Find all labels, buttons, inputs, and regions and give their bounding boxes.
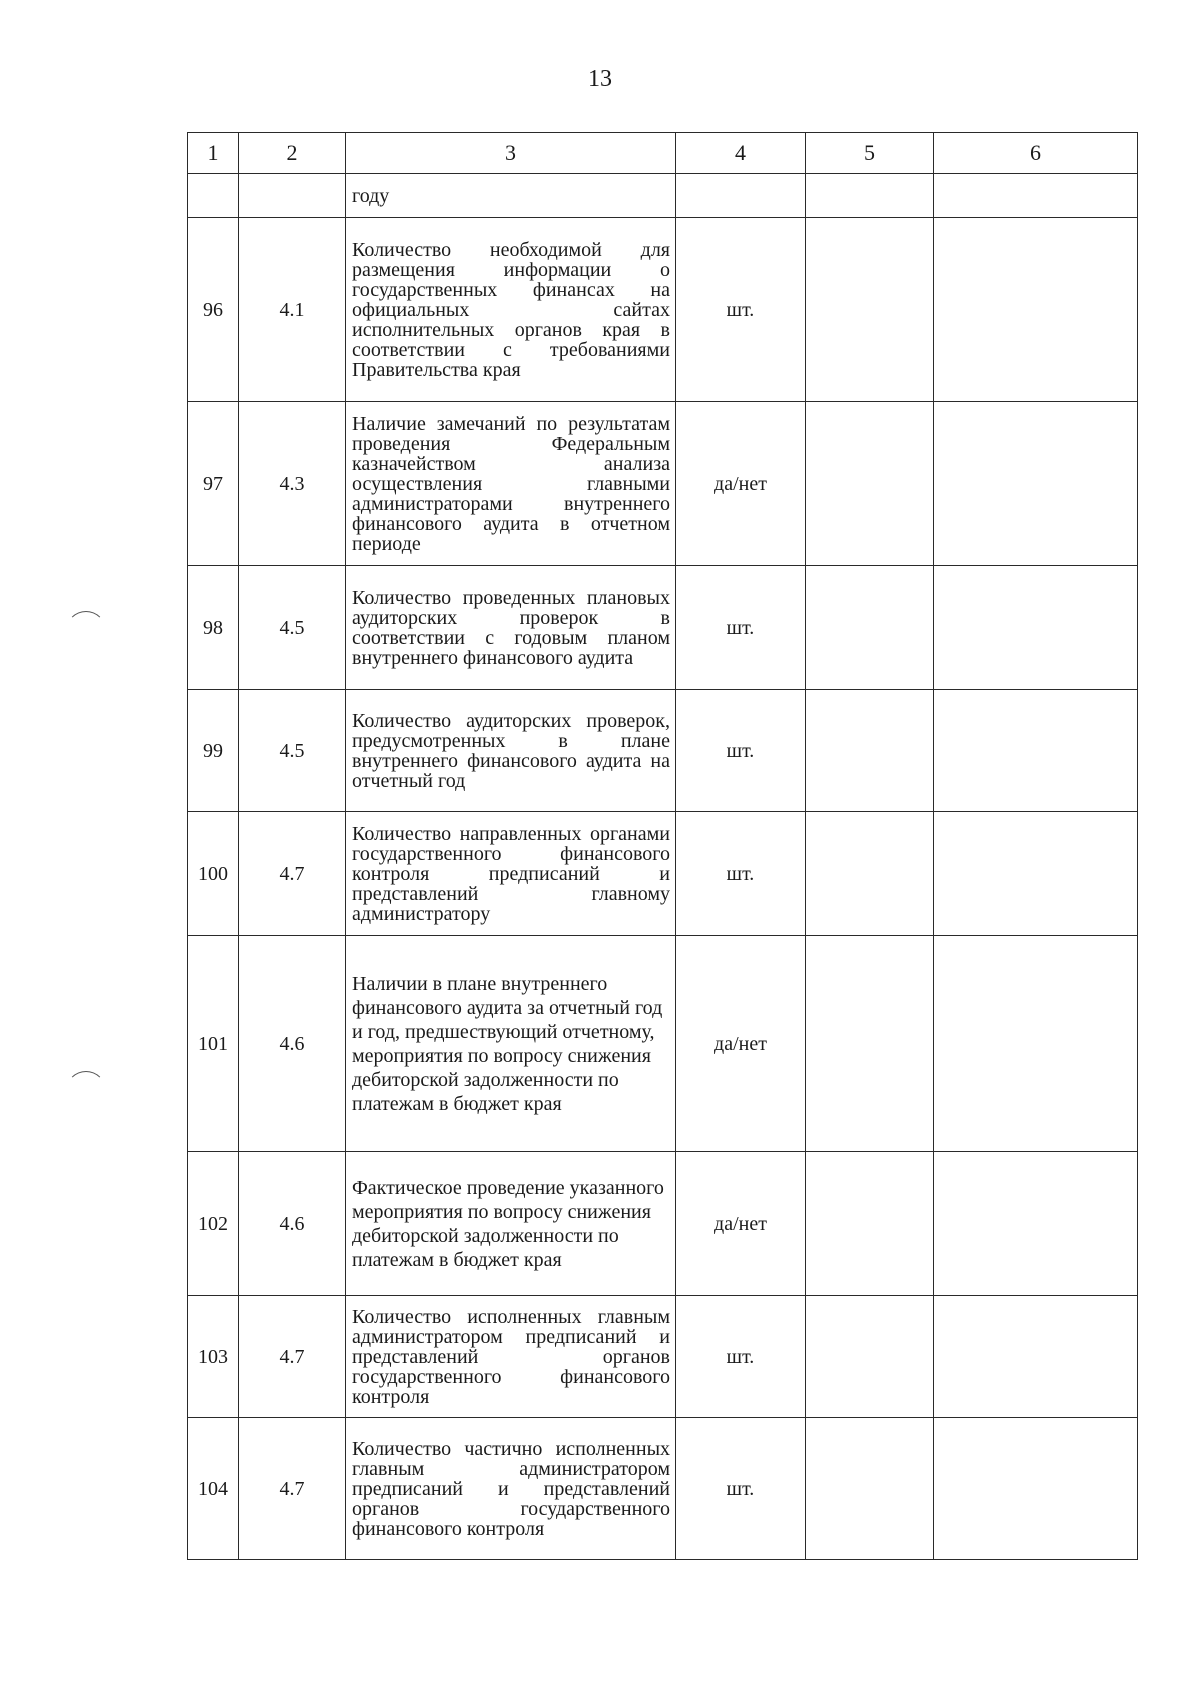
value-cell-col5	[806, 690, 934, 812]
value-cell-col6	[934, 402, 1138, 566]
value-cell-col5	[806, 812, 934, 936]
row-number-cell	[188, 174, 239, 218]
header-cell: 2	[239, 133, 346, 174]
row-number-cell: 102	[188, 1152, 239, 1296]
unit-cell: да/нет	[676, 402, 806, 566]
table-row	[188, 690, 1138, 812]
unit-cell: шт.	[676, 566, 806, 690]
indicator-description-cell: Наличие замечаний по результатам проведения Федеральным казначейством анализа осуществления главными администраторами внутреннего финансового аудита в отчетном периоде	[346, 402, 676, 566]
value-cell-col6	[934, 566, 1138, 690]
table-row	[188, 1418, 1138, 1560]
value-cell-col5	[806, 566, 934, 690]
unit-cell: шт.	[676, 1418, 806, 1560]
indicator-code-cell: 4.5	[239, 690, 346, 812]
table-header-row	[188, 133, 1138, 174]
table-row	[188, 936, 1138, 1152]
value-cell-col6	[934, 690, 1138, 812]
value-cell-col6	[934, 1296, 1138, 1418]
unit-cell: да/нет	[676, 1152, 806, 1296]
row-number-cell: 96	[188, 218, 239, 402]
indicator-description-cell: Количество частично исполненных главным администратором предписаний и представлений органов государственного финансового контроля	[346, 1418, 676, 1560]
unit-cell: шт.	[676, 812, 806, 936]
table-row	[188, 566, 1138, 690]
value-cell-col5	[806, 174, 934, 218]
table-row	[188, 402, 1138, 566]
indicator-description-cell: году	[346, 174, 676, 218]
unit-cell: шт.	[676, 218, 806, 402]
indicator-description-cell: Наличии в плане внутреннего финансового аудита за отчетный год и год, предшествующий отчетному, мероприятия по вопросу снижения дебиторской задолженности по платежам в бюджет края	[346, 936, 676, 1152]
indicator-description-cell: Количество направленных органами государственного финансового контроля предписаний и представлений главному администратору	[346, 812, 676, 936]
row-number-cell: 99	[188, 690, 239, 812]
indicator-code-cell: 4.6	[239, 1152, 346, 1296]
value-cell-col5	[806, 218, 934, 402]
row-number-cell: 101	[188, 936, 239, 1152]
value-cell-col5	[806, 1152, 934, 1296]
indicator-description-cell: Количество проведенных плановых аудиторских проверок в соответствии с годовым планом внутреннего финансового аудита	[346, 566, 676, 690]
indicator-code-cell: 4.7	[239, 1296, 346, 1418]
table-row	[188, 812, 1138, 936]
punch-hole-mark-upper	[66, 611, 106, 650]
row-number-cell: 104	[188, 1418, 239, 1560]
indicator-description-cell: Количество необходимой для размещения информации о государственных финансах на официальных сайтах исполнительных органов края в соответствии с требованиями Правительства края	[346, 218, 676, 402]
row-number-cell: 98	[188, 566, 239, 690]
value-cell-col5	[806, 1296, 934, 1418]
indicator-code-cell	[239, 174, 346, 218]
header-cell: 6	[934, 133, 1138, 174]
indicator-code-cell: 4.3	[239, 402, 346, 566]
indicator-description-cell: Количество аудиторских проверок, предусмотренных в плане внутреннего финансового аудита на отчетный год	[346, 690, 676, 812]
header-cell: 1	[188, 133, 239, 174]
table-row	[188, 218, 1138, 402]
row-number-cell: 97	[188, 402, 239, 566]
value-cell-col5	[806, 936, 934, 1152]
unit-cell: шт.	[676, 1296, 806, 1418]
indicator-description-cell: Количество исполненных главным администратором предписаний и представлений органов государственного финансового контроля	[346, 1296, 676, 1418]
row-number-cell: 100	[188, 812, 239, 936]
indicator-code-cell: 4.7	[239, 812, 346, 936]
header-cell: 5	[806, 133, 934, 174]
table-row	[188, 1152, 1138, 1296]
row-number-cell: 103	[188, 1296, 239, 1418]
table-row	[188, 174, 1138, 218]
value-cell-col6	[934, 174, 1138, 218]
header-cell: 4	[676, 133, 806, 174]
indicator-code-cell: 4.7	[239, 1418, 346, 1560]
table-row	[188, 1296, 1138, 1418]
indicator-code-cell: 4.5	[239, 566, 346, 690]
indicator-description-cell: Фактическое проведение указанного мероприятия по вопросу снижения дебиторской задолженности по платежам в бюджет края	[346, 1152, 676, 1296]
value-cell-col6	[934, 1418, 1138, 1560]
value-cell-col6	[934, 1152, 1138, 1296]
header-cell: 3	[346, 133, 676, 174]
indicators-table	[187, 132, 1138, 1560]
value-cell-col6	[934, 218, 1138, 402]
unit-cell: да/нет	[676, 936, 806, 1152]
unit-cell	[676, 174, 806, 218]
indicator-code-cell: 4.1	[239, 218, 346, 402]
unit-cell: шт.	[676, 690, 806, 812]
value-cell-col5	[806, 1418, 934, 1560]
page-number: 13	[588, 66, 612, 92]
value-cell-col6	[934, 936, 1138, 1152]
value-cell-col5	[806, 402, 934, 566]
value-cell-col6	[934, 812, 1138, 936]
punch-hole-mark-lower	[66, 1071, 106, 1110]
indicator-code-cell: 4.6	[239, 936, 346, 1152]
